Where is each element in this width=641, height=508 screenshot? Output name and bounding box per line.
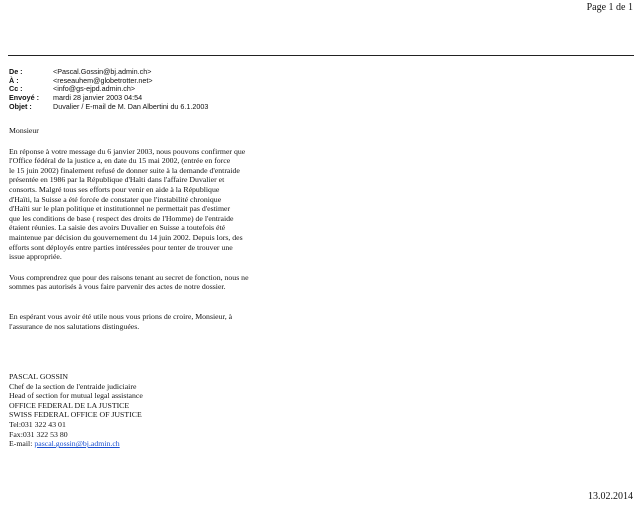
paragraph-line: l'Office fédéral de la justice a, en date du 15 mai 2002, (entrée en force	[9, 156, 231, 166]
subject-label: Objet :	[9, 101, 32, 111]
paragraph-3	[9, 312, 309, 331]
paragraph-2	[9, 273, 309, 292]
paragraph-line: maintenue par décision du gouvernement du 14 juin 2002. Depuis lors, des	[9, 232, 243, 242]
signature-name: PASCAL GOSSIN	[9, 372, 69, 381]
from-value: <Pascal.Gossin@bj.admin.ch>	[53, 67, 152, 76]
paragraph-line: consorts. Malgré tous ses efforts pour venir en aide à la République	[9, 184, 220, 194]
paragraph-line: étaient réunies. La saisie des avoirs Duvalier en Suisse a toutefois été	[9, 223, 226, 233]
email-body	[9, 126, 309, 331]
print-date: 13.02.2014	[588, 491, 633, 502]
paragraph-line: En espérant vous avoir été utile nous vous prions de croire, Monsieur, à	[9, 311, 233, 321]
signature-fax: Fax:031 322 53 80	[9, 429, 68, 439]
paragraph-line: sommes pas autorisés à vous faire parvenir des actes de notre dossier.	[9, 282, 226, 292]
signature-tel: Tel:031 322 43 01	[9, 419, 66, 429]
paragraph-line: Vous comprendrez que pour des raisons tenant au secret de fonction, nous ne	[9, 272, 249, 282]
paragraph-line: l'assurance de nos salutations distinguées.	[9, 321, 140, 331]
signature-office-fr: OFFICE FEDERAL DE LA JUSTICE	[9, 400, 130, 410]
cc-value: <info@gs-ejpd.admin.ch>	[53, 84, 136, 94]
signature-block	[9, 372, 143, 449]
email-link[interactable]: pascal.gossin@bj.admin.ch	[34, 439, 120, 449]
signature-office-en: SWISS FEDERAL OFFICE OF JUSTICE	[9, 410, 142, 420]
to-value: <reseauhem@globetrotter.net>	[53, 75, 153, 85]
from-label: De :	[9, 67, 23, 76]
paragraph-line: le 15 juin 2002) finalement refusé de donner suite à la demande d'entraide	[9, 165, 240, 175]
subject-value: Duvalier / E-mail de M. Dan Albertini du 6.1.2003	[53, 101, 209, 111]
signature-title-fr: Chef de la section de l'entraide judiciaire	[9, 381, 137, 391]
sent-label: Envoyé :	[9, 93, 39, 103]
signature-title-en: Head of section for mutual legal assistance	[9, 391, 143, 401]
paragraph-line: que les conditions de base ( respect des droits de l'Homme) de l'entraide	[9, 213, 234, 223]
email-header	[9, 68, 208, 112]
cc-label: Cc :	[9, 84, 23, 94]
header-divider	[8, 55, 634, 56]
paragraph-line: d'Haïti, la Suisse a été forcée de constater que l'instabilité chronique	[9, 194, 222, 204]
salutation: Monsieur	[9, 126, 39, 135]
sent-value: mardi 28 janvier 2003 04:54	[53, 93, 143, 103]
paragraph-line: efforts sont déployés entre parties intéressées pour tenter de trouver une	[9, 242, 233, 252]
header-subject-row	[9, 103, 208, 112]
signature-email-row	[9, 439, 143, 449]
paragraph-1	[9, 147, 309, 262]
paragraph-line: présentée en 1986 par la République d'Haïti dans l'affaire Duvalier et	[9, 175, 225, 185]
paragraph-line: d'Haïti sur le plan politique et institutionnel ne permettait pas d'estimer	[9, 204, 231, 214]
to-label: À :	[9, 75, 19, 85]
page-number: Page 1 de 1	[586, 2, 633, 13]
paragraph-line: En réponse à votre message du 6 janvier 2003, nous pouvons confirmer que	[9, 146, 246, 156]
email-label: E-mail:	[9, 439, 35, 449]
paragraph-line: issue appropriée.	[9, 252, 62, 262]
